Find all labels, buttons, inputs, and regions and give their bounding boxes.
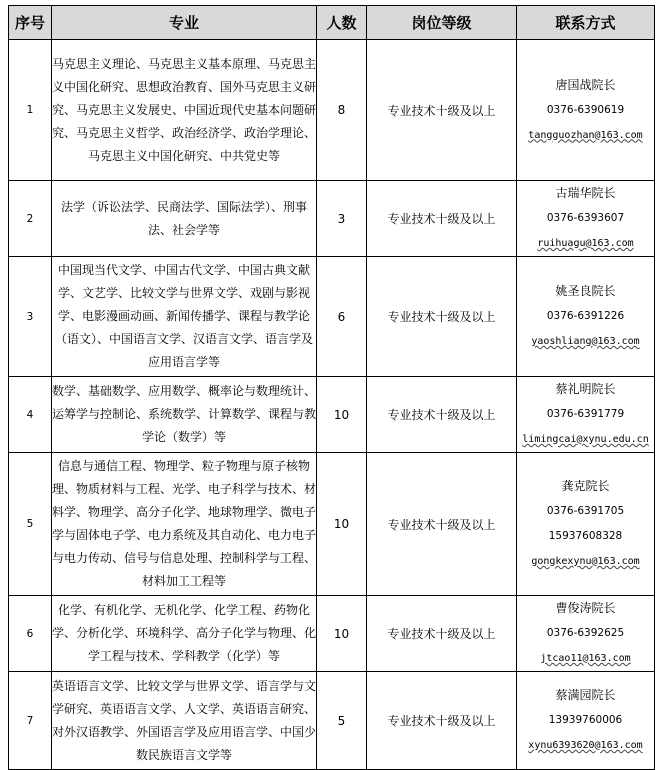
contact-phone: 0376-6391779 [546, 408, 625, 420]
row-major-cell: 中国现当代文学、中国古代文学、中国古典文献学、文艺学、比较文学与世界文学、戏剧与影视学、电影漫画动画、新闻传播学、课程与教学论（语文）、中国语言文学、汉语言文学、语言学及应用语言学等 [52, 257, 317, 377]
row-seq-cell: 6 [9, 596, 52, 672]
row-contact-cell [517, 40, 655, 181]
row-seq-cell: 2 [9, 181, 52, 257]
row-level-cell: 专业技术十级及以上 [367, 596, 517, 672]
contact-phone: 13939760006 [548, 714, 623, 726]
contact-email-link[interactable]: limingcai@xynu.edu.cn [522, 434, 649, 445]
contact-email-link[interactable]: ruihuagu@163.com [537, 238, 634, 249]
row-major-cell: 化学、有机化学、无机化学、化学工程、药物化学、分析化学、环境科学、高分子化学与物理、化学工程与技术、学科教学（化学）等 [52, 596, 317, 672]
row-level-cell: 专业技术十级及以上 [367, 453, 517, 596]
row-level-cell: 专业技术十级及以上 [367, 257, 517, 377]
contact-phone: 0376-6391705 [546, 505, 625, 517]
table-row [9, 596, 655, 672]
row-contact-cell [517, 596, 655, 672]
contact-phone: 0376-6392625 [546, 627, 625, 639]
contact-phone: 0376-6393607 [546, 212, 625, 224]
header-row [9, 6, 655, 40]
row-count-cell: 3 [317, 181, 367, 257]
contact-name: 唐国战院长 [555, 77, 616, 92]
row-seq-cell: 4 [9, 377, 52, 453]
header-count: 人数 [317, 6, 367, 40]
header-level: 岗位等级 [367, 6, 517, 40]
row-contact-cell [517, 181, 655, 257]
row-count-cell: 10 [317, 596, 367, 672]
contact-phone: 0376-6391226 [546, 310, 625, 322]
contact-phone: 0376-6390619 [546, 103, 625, 116]
header-major: 专业 [52, 6, 317, 40]
contact-email-link[interactable]: gongkexynu@163.com [531, 556, 640, 567]
row-count-cell: 6 [317, 257, 367, 377]
row-seq-cell: 3 [9, 257, 52, 377]
contact-email-link[interactable]: yaoshliang@163.com [531, 336, 640, 347]
row-seq-cell: 1 [9, 40, 52, 181]
row-level-cell: 专业技术十级及以上 [367, 40, 517, 181]
header-seq: 序号 [9, 6, 52, 40]
contact-email-link[interactable]: xynu6393620@163.com [528, 740, 643, 751]
row-count-cell: 8 [317, 40, 367, 181]
row-contact-cell [517, 377, 655, 453]
row-major-cell: 信息与通信工程、物理学、粒子物理与原子核物理、物质材料与工程、光学、电子科学与技术、材料学、物理学、高分子化学、地球物理学、微电子学与固体电子学、电力系统及其自动化、电力电子与电力传动、信号与信息处理、控制科学与工程、材料加工工程等 [52, 453, 317, 596]
row-level-cell: 专业技术十级及以上 [367, 377, 517, 453]
row-seq-cell: 7 [9, 672, 52, 770]
row-count-cell: 10 [317, 453, 367, 596]
row-contact-cell [517, 453, 655, 596]
table-body [9, 40, 655, 770]
row-level-cell: 专业技术十级及以上 [367, 672, 517, 770]
contact-name: 古瑞华院长 [555, 186, 616, 200]
contact-name: 龚克院长 [561, 479, 610, 493]
row-count-cell: 10 [317, 377, 367, 453]
row-major-cell: 法学（诉讼法学、民商法学、国际法学）、刑事法、社会学等 [52, 181, 317, 257]
recruitment-table [8, 5, 655, 770]
table-row [9, 672, 655, 770]
table-row [9, 181, 655, 257]
row-contact-cell [517, 672, 655, 770]
row-contact-cell [517, 257, 655, 377]
contact-name: 蔡满园院长 [555, 688, 616, 702]
row-count-cell: 5 [317, 672, 367, 770]
header-contact: 联系方式 [517, 6, 655, 40]
row-major-cell: 数学、基础数学、应用数学、概率论与数理统计、运筹学与控制论、系统数学、计算数学、课程与教学论（数学）等 [52, 377, 317, 453]
contact-email-link[interactable]: tangguozhan@163.com [528, 129, 643, 141]
row-level-cell: 专业技术十级及以上 [367, 181, 517, 257]
table-row [9, 257, 655, 377]
contact-name: 蔡礼明院长 [555, 382, 616, 396]
contact-email-link[interactable]: jtcao11@163.com [540, 653, 631, 664]
contact-phone: 15937608328 [548, 530, 623, 542]
table-row [9, 377, 655, 453]
contact-name: 曹俊涛院长 [555, 601, 616, 615]
contact-name: 姚圣良院长 [555, 284, 616, 298]
row-seq-cell: 5 [9, 453, 52, 596]
row-major-cell: 英语语言文学、比较文学与世界文学、语言学与文学研究、英语语言文学、人文学、英语语言研究、对外汉语教学、外国语言学及应用语言学、中国少数民族语言文学等 [52, 672, 317, 770]
table-row [9, 453, 655, 596]
table-row [9, 40, 655, 181]
row-major-cell: 马克思主义理论、马克思主义基本原理、马克思主义中国化研究、思想政治教育、国外马克思主义研究、马克思主义发展史、中国近现代史基本问题研究、马克思主义哲学、政治经济学、政治学理论、马克思主义中国化研究、中共党史等 [52, 40, 317, 181]
